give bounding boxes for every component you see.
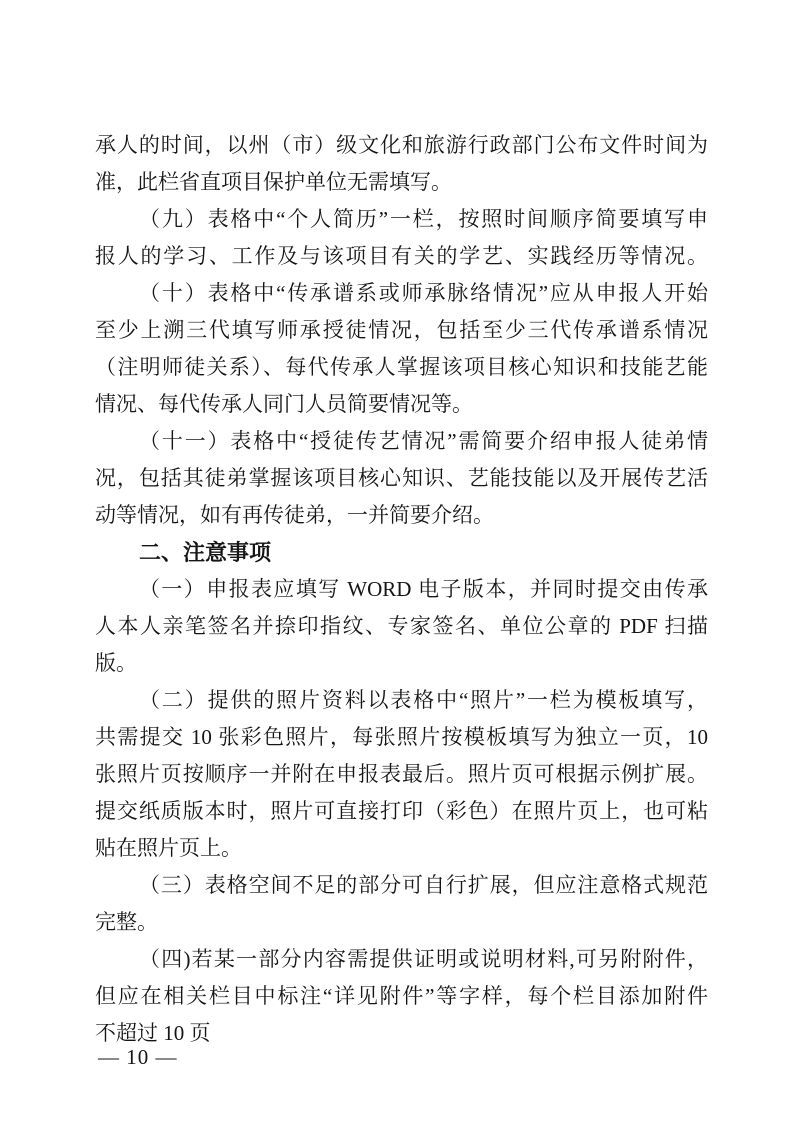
text-line: （九）表格中“个人简历”一栏，按照时间顺序简要填写申 xyxy=(139,207,708,231)
text-line: 贴在照片页上。 xyxy=(95,836,242,860)
text-line: 但应在相关栏目中标注“详见附件”等字样，每个栏目添加附件 xyxy=(95,984,708,1008)
text-line: 人本人亲笔签名并捺印指纹、专家签名、单位公章的 PDF 扫描 xyxy=(95,614,708,638)
text-line: 准，此栏省直项目保护单位无需填写。 xyxy=(95,170,452,194)
text-line: 至少上溯三代填写师承授徒情况，包括至少三代传承谱系情况 xyxy=(95,318,708,342)
text-line: （十一）表格中“授徒传艺情况”需简要介绍申报人徒弟情 xyxy=(139,429,708,453)
section-heading: 二、注意事项 xyxy=(139,540,272,565)
text-line: （一）申报表应填写 WORD 电子版本，并同时提交由传承 xyxy=(139,577,708,601)
text-line: 报人的学习、工作及与该项目有关的学艺、实践经历等情况。 xyxy=(95,244,708,268)
text-line: 提交纸质版本时，照片可直接打印（彩色）在照片页上，也可粘 xyxy=(95,799,708,823)
text-line: 共需提交 10 张彩色照片，每张照片按模板填写为独立一页，10 xyxy=(95,725,708,749)
document-body xyxy=(95,127,708,1052)
text-line: 完整。 xyxy=(95,910,158,934)
text-line: 情况、每代传承人同门人员简要情况等。 xyxy=(95,392,473,416)
text-line: 不超过 10 页 xyxy=(95,1021,211,1045)
text-line: （十）表格中“传承谱系或师承脉络情况”应从申报人开始 xyxy=(139,281,708,305)
text-line: 动等情况，如有再传徒弟，一并简要介绍。 xyxy=(95,503,494,527)
text-line: （注明师徒关系）、每代传承人掌握该项目核心知识和技能艺能 xyxy=(95,355,708,379)
text-line: （二）提供的照片资料以表格中“照片”一栏为模板填写， xyxy=(139,688,708,712)
text-line: 张照片页按顺序一并附在申报表最后。照片页可根据示例扩展。 xyxy=(95,762,708,786)
text-line: 况，包括其徒弟掌握该项目核心知识、艺能技能以及开展传艺活 xyxy=(95,466,708,490)
text-line: 版。 xyxy=(95,651,137,675)
text-line: （四)若某一部分内容需提供证明或说明材料,可另附附件， xyxy=(139,947,708,971)
page-number-footer: — 10 — xyxy=(98,1045,178,1069)
text-line: 承人的时间，以州（市）级文化和旅游行政部门公布文件时间为 xyxy=(95,133,708,157)
text-line: （三）表格空间不足的部分可自行扩展，但应注意格式规范 xyxy=(139,873,708,897)
